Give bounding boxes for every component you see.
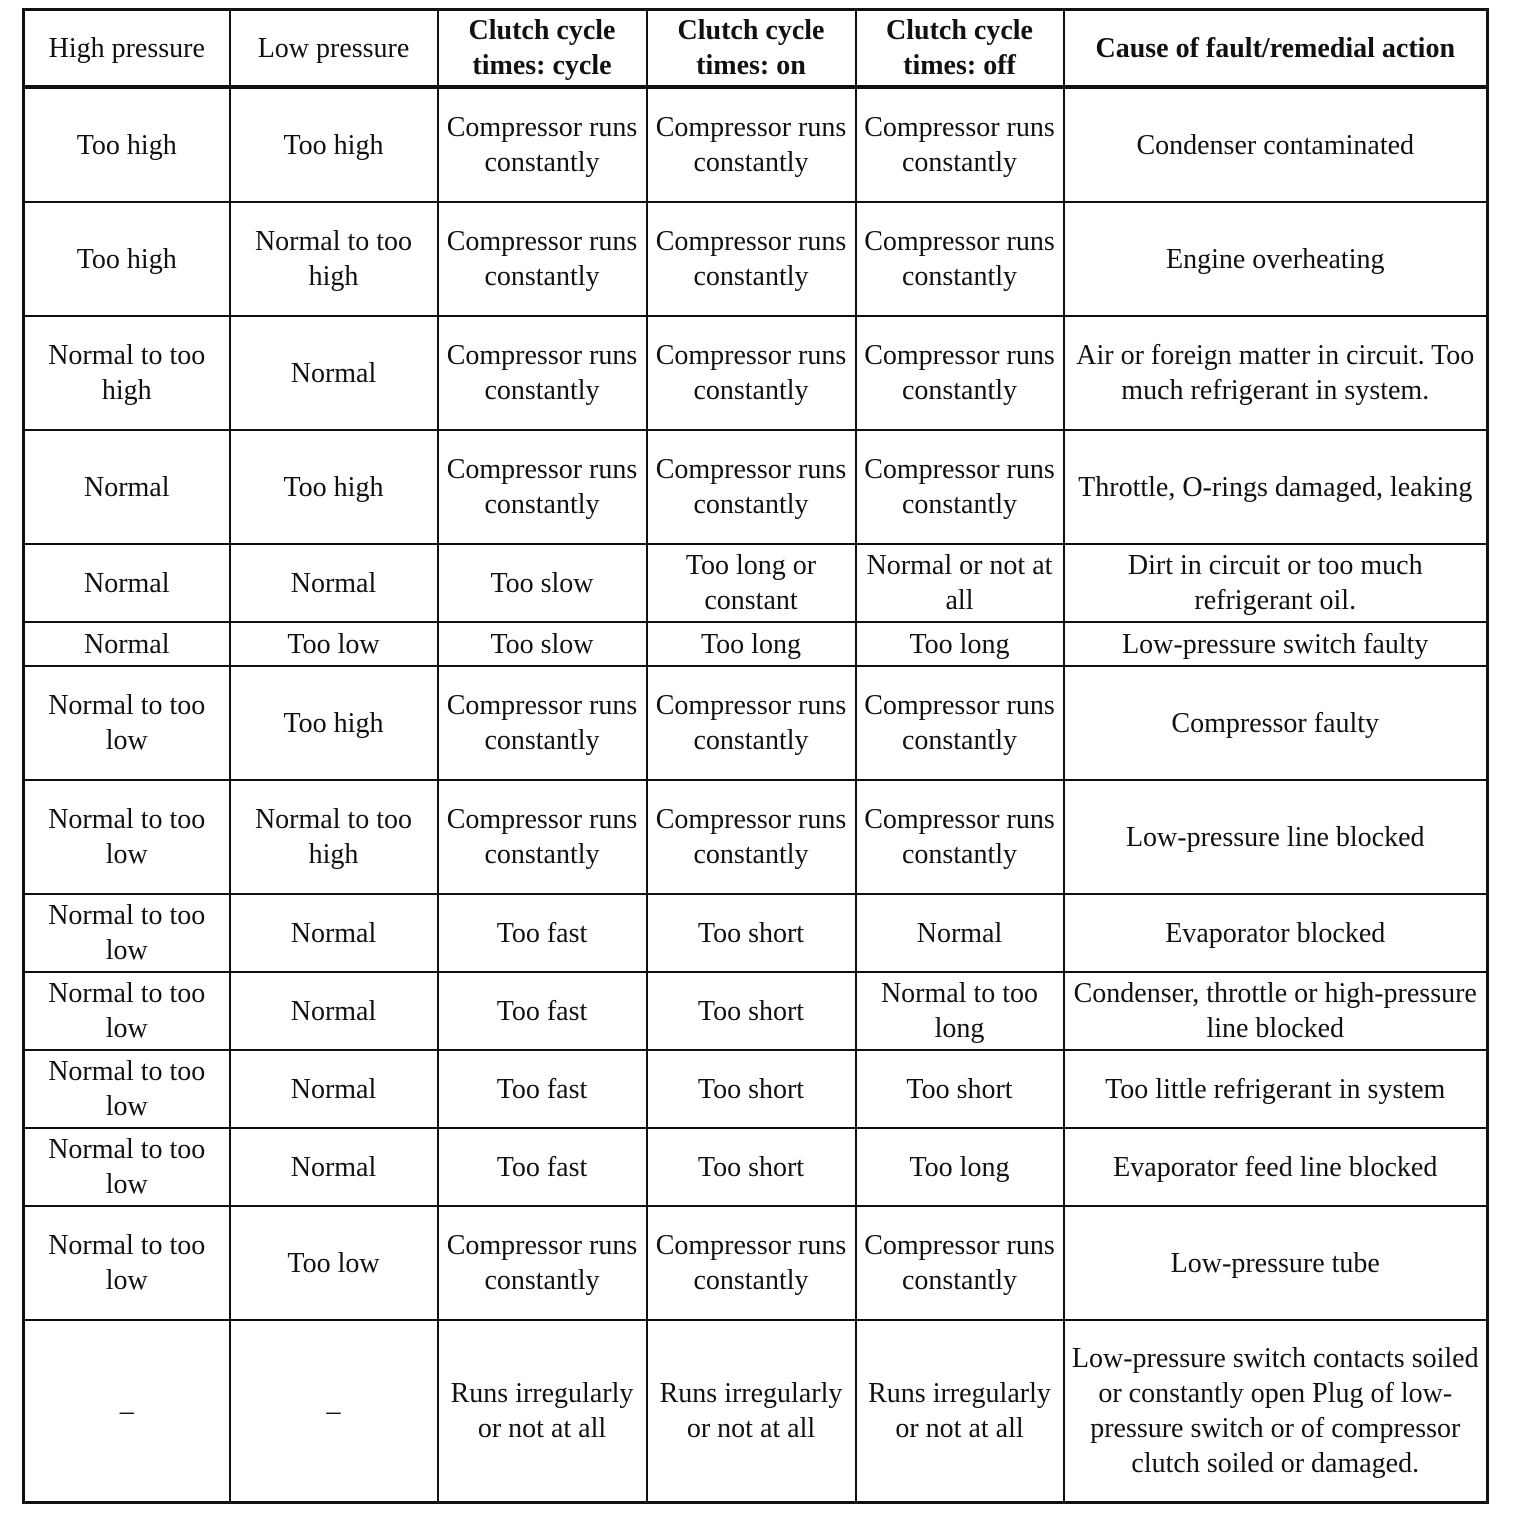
- table-row: [24, 430, 1488, 544]
- cell-clutch-on: Too short: [647, 1050, 856, 1128]
- cell-clutch-cycle: Compressor runs constantly: [438, 202, 647, 316]
- fault-table-container: [22, 8, 1486, 1504]
- table-row: [24, 544, 1488, 622]
- cell-low-pressure: Too low: [230, 1206, 438, 1320]
- table-row: [24, 1320, 1488, 1503]
- cell-clutch-off: Compressor runs constantly: [856, 1206, 1064, 1320]
- cell-clutch-on: Too long: [647, 622, 856, 666]
- cell-low-pressure: Too low: [230, 622, 438, 666]
- table-row: [24, 87, 1488, 202]
- cell-high-pressure: Normal to too low: [24, 972, 230, 1050]
- header-cause-remedial-action: Cause of fault/remedial action: [1064, 10, 1488, 88]
- header-clutch-on: Clutch cycle times: on: [647, 10, 856, 88]
- cell-cause: Evaporator feed line blocked: [1064, 1128, 1488, 1206]
- cell-clutch-cycle: Compressor runs constantly: [438, 1206, 647, 1320]
- cell-clutch-cycle: Too fast: [438, 1050, 647, 1128]
- cell-clutch-on: Runs irregularly or not at all: [647, 1320, 856, 1503]
- cell-cause: Dirt in circuit or too much refrigerant oil.: [1064, 544, 1488, 622]
- cell-clutch-off: Compressor runs constantly: [856, 780, 1064, 894]
- cell-clutch-cycle: Compressor runs constantly: [438, 430, 647, 544]
- cell-cause: Condenser contaminated: [1064, 87, 1488, 202]
- cell-low-pressure: Normal to too high: [230, 202, 438, 316]
- cell-cause: Low-pressure line blocked: [1064, 780, 1488, 894]
- cell-clutch-cycle: Too fast: [438, 1128, 647, 1206]
- cell-high-pressure: Normal to too low: [24, 1206, 230, 1320]
- cell-clutch-off: Compressor runs constantly: [856, 87, 1064, 202]
- cell-low-pressure: Normal to too high: [230, 780, 438, 894]
- cell-clutch-cycle: Too slow: [438, 544, 647, 622]
- cell-high-pressure: Too high: [24, 202, 230, 316]
- header-low-pressure: Low pressure: [230, 10, 438, 88]
- cell-clutch-cycle: Runs irregularly or not at all: [438, 1320, 647, 1503]
- header-high-pressure: High pressure: [24, 10, 230, 88]
- cell-clutch-on: Compressor runs constantly: [647, 1206, 856, 1320]
- cell-cause: Low-pressure tube: [1064, 1206, 1488, 1320]
- cell-high-pressure: Normal: [24, 430, 230, 544]
- cell-high-pressure: Normal to too low: [24, 780, 230, 894]
- cell-clutch-cycle: Compressor runs constantly: [438, 316, 647, 430]
- cell-clutch-off: Compressor runs constantly: [856, 430, 1064, 544]
- table-row: [24, 972, 1488, 1050]
- cell-cause: Evaporator blocked: [1064, 894, 1488, 972]
- cell-high-pressure: –: [24, 1320, 230, 1503]
- cell-high-pressure: Normal to too low: [24, 1128, 230, 1206]
- cell-clutch-on: Compressor runs constantly: [647, 87, 856, 202]
- cell-cause: Low-pressure switch faulty: [1064, 622, 1488, 666]
- header-clutch-off: Clutch cycle times: off: [856, 10, 1064, 88]
- cell-low-pressure: Normal: [230, 1050, 438, 1128]
- cell-clutch-off: Runs irregularly or not at all: [856, 1320, 1064, 1503]
- cell-clutch-cycle: Compressor runs constantly: [438, 780, 647, 894]
- cell-clutch-on: Too short: [647, 894, 856, 972]
- cell-cause: Compressor faulty: [1064, 666, 1488, 780]
- cell-clutch-cycle: Compressor runs constantly: [438, 666, 647, 780]
- cell-clutch-on: Compressor runs constantly: [647, 316, 856, 430]
- cell-low-pressure: Normal: [230, 894, 438, 972]
- header-row: [24, 10, 1488, 88]
- cell-clutch-off: Normal: [856, 894, 1064, 972]
- cell-clutch-off: Compressor runs constantly: [856, 666, 1064, 780]
- table-row: [24, 202, 1488, 316]
- cell-high-pressure: Too high: [24, 87, 230, 202]
- cell-low-pressure: –: [230, 1320, 438, 1503]
- cell-cause: Low-pressure switch contacts soiled or constantly open Plug of low-pressure switch or of compressor clutch soiled or damaged.: [1064, 1320, 1488, 1503]
- cell-low-pressure: Normal: [230, 544, 438, 622]
- cell-clutch-off: Too long: [856, 1128, 1064, 1206]
- cell-low-pressure: Too high: [230, 666, 438, 780]
- cell-cause: Air or foreign matter in circuit. Too much refrigerant in system.: [1064, 316, 1488, 430]
- cell-low-pressure: Normal: [230, 972, 438, 1050]
- cell-clutch-cycle: Too fast: [438, 894, 647, 972]
- cell-low-pressure: Too high: [230, 430, 438, 544]
- cell-high-pressure: Normal: [24, 544, 230, 622]
- cell-clutch-cycle: Too fast: [438, 972, 647, 1050]
- cell-clutch-on: Too short: [647, 1128, 856, 1206]
- header-clutch-cycle: Clutch cycle times: cycle: [438, 10, 647, 88]
- table-row: [24, 1050, 1488, 1128]
- table-row: [24, 666, 1488, 780]
- cell-clutch-off: Too long: [856, 622, 1064, 666]
- cell-high-pressure: Normal: [24, 622, 230, 666]
- cell-clutch-on: Compressor runs constantly: [647, 430, 856, 544]
- cell-low-pressure: Normal: [230, 1128, 438, 1206]
- table-row: [24, 622, 1488, 666]
- cell-cause: Condenser, throttle or high-pressure line blocked: [1064, 972, 1488, 1050]
- cell-high-pressure: Normal to too low: [24, 1050, 230, 1128]
- cell-clutch-off: Compressor runs constantly: [856, 202, 1064, 316]
- cell-clutch-on: Compressor runs constantly: [647, 202, 856, 316]
- cell-clutch-off: Compressor runs constantly: [856, 316, 1064, 430]
- cell-clutch-off: Too short: [856, 1050, 1064, 1128]
- cell-low-pressure: Too high: [230, 87, 438, 202]
- cell-low-pressure: Normal: [230, 316, 438, 430]
- cell-clutch-on: Too short: [647, 972, 856, 1050]
- cell-clutch-on: Compressor runs constantly: [647, 780, 856, 894]
- cell-clutch-on: Compressor runs constantly: [647, 666, 856, 780]
- cell-cause: Throttle, O-rings damaged, leaking: [1064, 430, 1488, 544]
- table-row: [24, 316, 1488, 430]
- fault-diagnosis-table: [22, 8, 1489, 1504]
- cell-cause: Too little refrigerant in system: [1064, 1050, 1488, 1128]
- table-row: [24, 780, 1488, 894]
- cell-clutch-off: Normal or not at all: [856, 544, 1064, 622]
- cell-clutch-cycle: Compressor runs constantly: [438, 87, 647, 202]
- cell-clutch-off: Normal to too long: [856, 972, 1064, 1050]
- cell-high-pressure: Normal to too high: [24, 316, 230, 430]
- cell-clutch-on: Too long or constant: [647, 544, 856, 622]
- cell-clutch-cycle: Too slow: [438, 622, 647, 666]
- cell-cause: Engine overheating: [1064, 202, 1488, 316]
- table-row: [24, 894, 1488, 972]
- cell-high-pressure: Normal to too low: [24, 666, 230, 780]
- cell-high-pressure: Normal to too low: [24, 894, 230, 972]
- table-row: [24, 1206, 1488, 1320]
- table-row: [24, 1128, 1488, 1206]
